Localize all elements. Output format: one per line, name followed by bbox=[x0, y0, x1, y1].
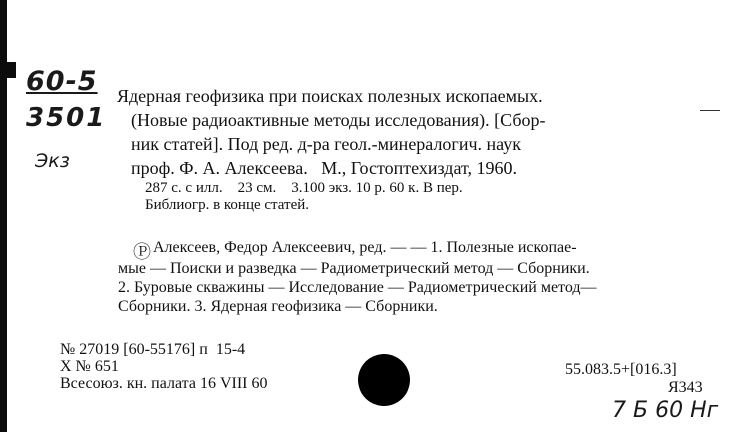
registration-chamber: Всесоюз. кн. палата 16 VIII 60 bbox=[60, 375, 268, 392]
title-line-3: ник статей]. Под ред. д-ра геол.-минералогич. наук bbox=[131, 134, 521, 154]
bibliography-note: Библиогр. в конце статей. bbox=[145, 197, 310, 213]
card-edge-notch bbox=[2, 62, 16, 78]
registration-number: № 27019 [60-55176] п 15-4 bbox=[60, 341, 246, 358]
call-number-line-3: Экз bbox=[35, 150, 70, 172]
call-number-line-2: 3501 bbox=[26, 103, 107, 133]
handwritten-accession: 7 Б 60 Нг bbox=[612, 398, 719, 423]
margin-dash bbox=[700, 110, 720, 111]
tracing-line-2: мые — Поиски и разведка — Радиометрический метод — Сборники. bbox=[118, 260, 590, 277]
tracing-marker-icon: Ⓟ bbox=[133, 242, 151, 263]
punch-hole bbox=[358, 354, 410, 406]
title-line-2: (Новые радиоактивные методы исследования). [Сбор- bbox=[131, 110, 546, 130]
title-line-1: Ядерная геофизика при поисках полезных ископаемых. bbox=[117, 86, 543, 106]
registration-code: Х № 651 bbox=[60, 358, 119, 375]
title-line-4: проф. Ф. А. Алексеева. М., Гостоптехиздат, 1960. bbox=[131, 158, 517, 178]
call-number-line-1: 60-5 bbox=[26, 66, 98, 97]
tracing-line-1: Алексеев, Федор Алексеевич, ред. — — 1. Полезные ископае- bbox=[153, 239, 577, 256]
tracing-line-3: 2. Буровые скважины — Исследование — Радиометрический метод— bbox=[118, 279, 597, 296]
classification-index: 55.083.5+[016.3] bbox=[565, 361, 677, 378]
collation: 287 с. с илл. 23 см. 3.100 экз. 10 р. 60 к. В пер. bbox=[145, 180, 463, 196]
cutter-number: Я343 bbox=[668, 379, 703, 396]
tracing-line-4: Сборники. 3. Ядерная геофизика — Сборники. bbox=[118, 298, 438, 315]
